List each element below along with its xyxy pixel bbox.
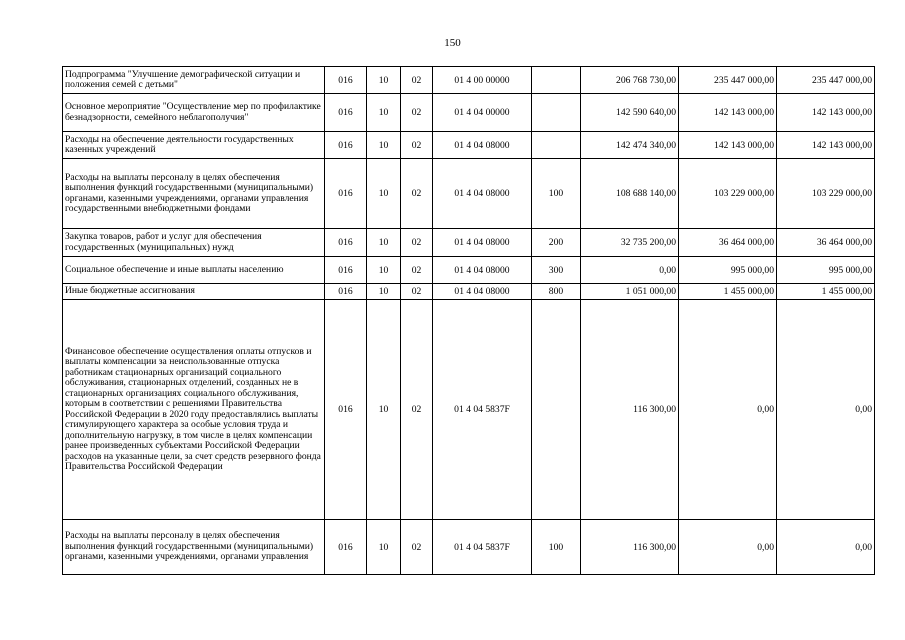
- expense-type: [532, 300, 581, 520]
- row-name: Социальное обеспечение и иные выплаты населению: [63, 257, 325, 284]
- subsection-code: 02: [401, 229, 433, 257]
- table-row: [63, 132, 875, 159]
- amount-year-1: 0,00: [581, 257, 679, 284]
- row-name: Финансовое обеспечение осуществления оплаты отпусков и выплаты компенсации за неиспользованные отпуска работникам стационарных организаций социального обслуживания, стационарных отделений, созданных не в стационарных организациях социального обслуживания, которым в соответствии с решениями Правительства Российской Федерации в 2020 году предоставлялись выплаты стимулирующего характера за особые условия труда и дополнительную нагрузку, в том числе в целях компенсации ранее произведенных субъектами Российской Федерации расходов на указанные цели, за счет средств резервного фонда Правительства Российской Федерации: [63, 300, 325, 520]
- amount-year-3: 36 464 000,00: [777, 229, 875, 257]
- ministry-code: 016: [325, 520, 367, 575]
- row-name: Расходы на выплаты персоналу в целях обеспечения выполнения функций государственными (муниципальными) органами, казенными учреждениями, органами управления: [63, 520, 325, 575]
- amount-year-3: 995 000,00: [777, 257, 875, 284]
- table-row: [63, 284, 875, 300]
- amount-year-3: 1 455 000,00: [777, 284, 875, 300]
- amount-year-2: 0,00: [679, 300, 777, 520]
- ministry-code: 016: [325, 300, 367, 520]
- section-code: 10: [367, 229, 401, 257]
- section-code: 10: [367, 67, 401, 94]
- amount-year-1: 116 300,00: [581, 300, 679, 520]
- amount-year-2: 235 447 000,00: [679, 67, 777, 94]
- subsection-code: 02: [401, 94, 433, 132]
- amount-year-1: 1 051 000,00: [581, 284, 679, 300]
- expense-type: [532, 132, 581, 159]
- target-article: 01 4 04 08000: [433, 257, 532, 284]
- expense-type: 300: [532, 257, 581, 284]
- section-code: 10: [367, 132, 401, 159]
- amount-year-3: 235 447 000,00: [777, 67, 875, 94]
- target-article: 01 4 00 00000: [433, 67, 532, 94]
- section-code: 10: [367, 300, 401, 520]
- target-article: 01 4 04 5837F: [433, 300, 532, 520]
- amount-year-2: 142 143 000,00: [679, 132, 777, 159]
- section-code: 10: [367, 284, 401, 300]
- ministry-code: 016: [325, 159, 367, 229]
- table-row: [63, 300, 875, 520]
- table-row: [63, 257, 875, 284]
- section-code: 10: [367, 520, 401, 575]
- amount-year-1: 206 768 730,00: [581, 67, 679, 94]
- amount-year-2: 103 229 000,00: [679, 159, 777, 229]
- row-name: Закупка товаров, работ и услуг для обеспечения государственных (муниципальных) нужд: [63, 229, 325, 257]
- amount-year-1: 32 735 200,00: [581, 229, 679, 257]
- ministry-code: 016: [325, 284, 367, 300]
- amount-year-2: 36 464 000,00: [679, 229, 777, 257]
- expense-type: [532, 67, 581, 94]
- subsection-code: 02: [401, 284, 433, 300]
- target-article: 01 4 04 08000: [433, 132, 532, 159]
- amount-year-2: 1 455 000,00: [679, 284, 777, 300]
- table-row: [63, 94, 875, 132]
- amount-year-2: 0,00: [679, 520, 777, 575]
- table-row: [63, 159, 875, 229]
- amount-year-2: 142 143 000,00: [679, 94, 777, 132]
- section-code: 10: [367, 257, 401, 284]
- amount-year-1: 142 590 640,00: [581, 94, 679, 132]
- ministry-code: 016: [325, 67, 367, 94]
- expense-type: 200: [532, 229, 581, 257]
- expense-type: [532, 94, 581, 132]
- budget-table: [62, 66, 875, 575]
- subsection-code: 02: [401, 257, 433, 284]
- row-name: Основное мероприятие "Осуществление мер по профилактике безнадзорности, семейного неблагополучия": [63, 94, 325, 132]
- table-row: [63, 520, 875, 575]
- amount-year-3: 0,00: [777, 520, 875, 575]
- page-number: 150: [444, 37, 461, 49]
- section-code: 10: [367, 94, 401, 132]
- amount-year-1: 108 688 140,00: [581, 159, 679, 229]
- target-article: 01 4 04 08000: [433, 229, 532, 257]
- table-body: [63, 67, 875, 575]
- row-name: Расходы на обеспечение деятельности государственных казенных учреждений: [63, 132, 325, 159]
- ministry-code: 016: [325, 257, 367, 284]
- amount-year-1: 142 474 340,00: [581, 132, 679, 159]
- subsection-code: 02: [401, 520, 433, 575]
- row-name: Иные бюджетные ассигнования: [63, 284, 325, 300]
- target-article: 01 4 04 08000: [433, 159, 532, 229]
- ministry-code: 016: [325, 94, 367, 132]
- amount-year-2: 995 000,00: [679, 257, 777, 284]
- subsection-code: 02: [401, 67, 433, 94]
- target-article: 01 4 04 08000: [433, 284, 532, 300]
- amount-year-1: 116 300,00: [581, 520, 679, 575]
- table-row: [63, 229, 875, 257]
- section-code: 10: [367, 159, 401, 229]
- row-name: Подпрограмма "Улучшение демографической ситуации и положения семей с детьми": [63, 67, 325, 94]
- expense-type: 100: [532, 159, 581, 229]
- table-row: [63, 67, 875, 94]
- amount-year-3: 142 143 000,00: [777, 94, 875, 132]
- ministry-code: 016: [325, 229, 367, 257]
- row-name: Расходы на выплаты персоналу в целях обеспечения выполнения функций государственными (муниципальными) органами, казенными учреждениями, органами управления государственными внебюджетными фондами: [63, 159, 325, 229]
- subsection-code: 02: [401, 300, 433, 520]
- amount-year-3: 0,00: [777, 300, 875, 520]
- amount-year-3: 142 143 000,00: [777, 132, 875, 159]
- expense-type: 800: [532, 284, 581, 300]
- expense-type: 100: [532, 520, 581, 575]
- subsection-code: 02: [401, 159, 433, 229]
- target-article: 01 4 04 5837F: [433, 520, 532, 575]
- amount-year-3: 103 229 000,00: [777, 159, 875, 229]
- subsection-code: 02: [401, 132, 433, 159]
- ministry-code: 016: [325, 132, 367, 159]
- target-article: 01 4 04 00000: [433, 94, 532, 132]
